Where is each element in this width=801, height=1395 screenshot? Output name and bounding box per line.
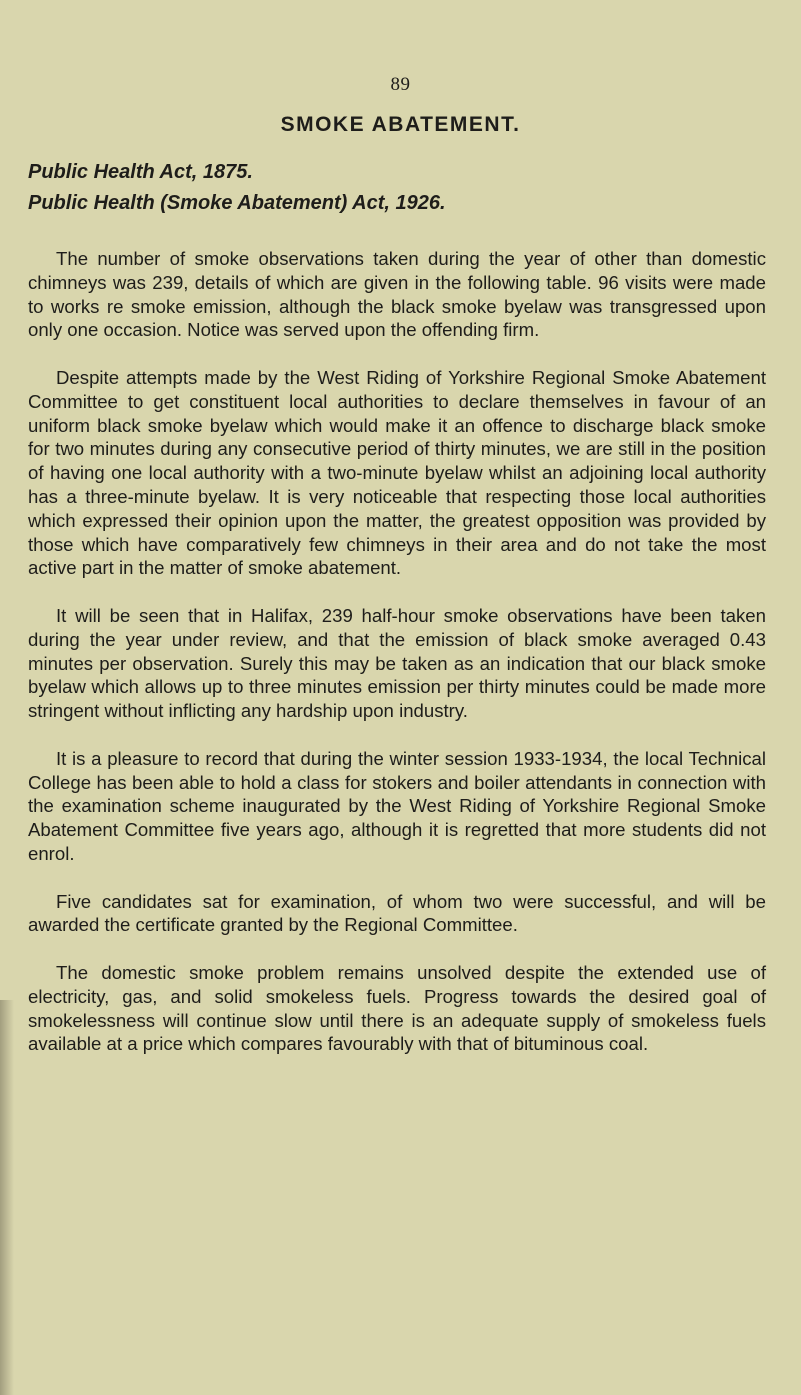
paragraph-text: The number of smoke observations taken during the year of other than domestic chimneys was 239, details of which are given in the following table. 96 visits were made to works re smoke emission, although the black smoke byelaw was transgressed upon only one occasion. Notice was served upon the offending firm. [28,248,766,341]
paragraph [28,604,766,723]
paragraph-text: The domestic smoke problem remains unsolved despite the extended use of electricity, gas, and solid smokeless fuels. Progress towards the desired goal of smokelessness will continue slow until there is an adequate supply of smokeless fuels available at a price which compares favourably with that of bituminous coal. [28,961,766,1055]
act-references [28,157,768,219]
paragraph [28,890,766,938]
act-reference: Public Health (Smoke Abatement) Act, 1926. [28,192,446,214]
paragraph [28,961,766,1056]
paragraph-text: It is a pleasure to record that during the winter session 1933-1934, the local Technical College has been able to hold a class for stokers and boiler attendants in connection with the examination scheme inaugurated by the West Riding of Yorkshire Regional Smoke Abatement Committee five years ago, although it is regretted that more students did not enrol. [28,747,766,864]
paragraph [28,247,766,342]
page-number: 89 [390,74,411,95]
binding-shadow [0,1000,14,1395]
section-heading: SMOKE ABATEMENT. [280,113,521,136]
act-reference: Public Health Act, 1875. [28,161,253,183]
body-text [28,247,766,1080]
paragraph-text: Despite attempts made by the West Riding of Yorkshire Regional Smoke Abatement Committee to get constituent local authorities to declare themselves in favour of an uniform black smoke byelaw which would make it an offence to discharge black smoke for two minutes during any consecutive period of thirty minutes, we are still in the position of having one local authority with a two-minute byelaw whilst an adjoining local authority has a three-minute byelaw. It is very noticeable that respecting those local authorities which expressed their opinion upon the matter, the greatest opposition was provided by those which have comparatively few chimneys in their area and do not take the most active part in the matter of smoke abatement. [28,366,766,579]
paragraph-text: Five candidates sat for examination, of whom two were successful, and will be awarded the certificate granted by the Regional Committee. [28,890,766,936]
paragraph [28,747,766,866]
paragraph [28,366,766,580]
paragraph-text: It will be seen that in Halifax, 239 half-hour smoke observations have been taken during the year under review, and that the emission of black smoke averaged 0.43 minutes per observation. Surely this may be taken as an indication that our black smoke byelaw which allows up to three minutes emission per thirty minutes could be made more stringent without inflicting any hardship upon industry. [28,604,766,722]
